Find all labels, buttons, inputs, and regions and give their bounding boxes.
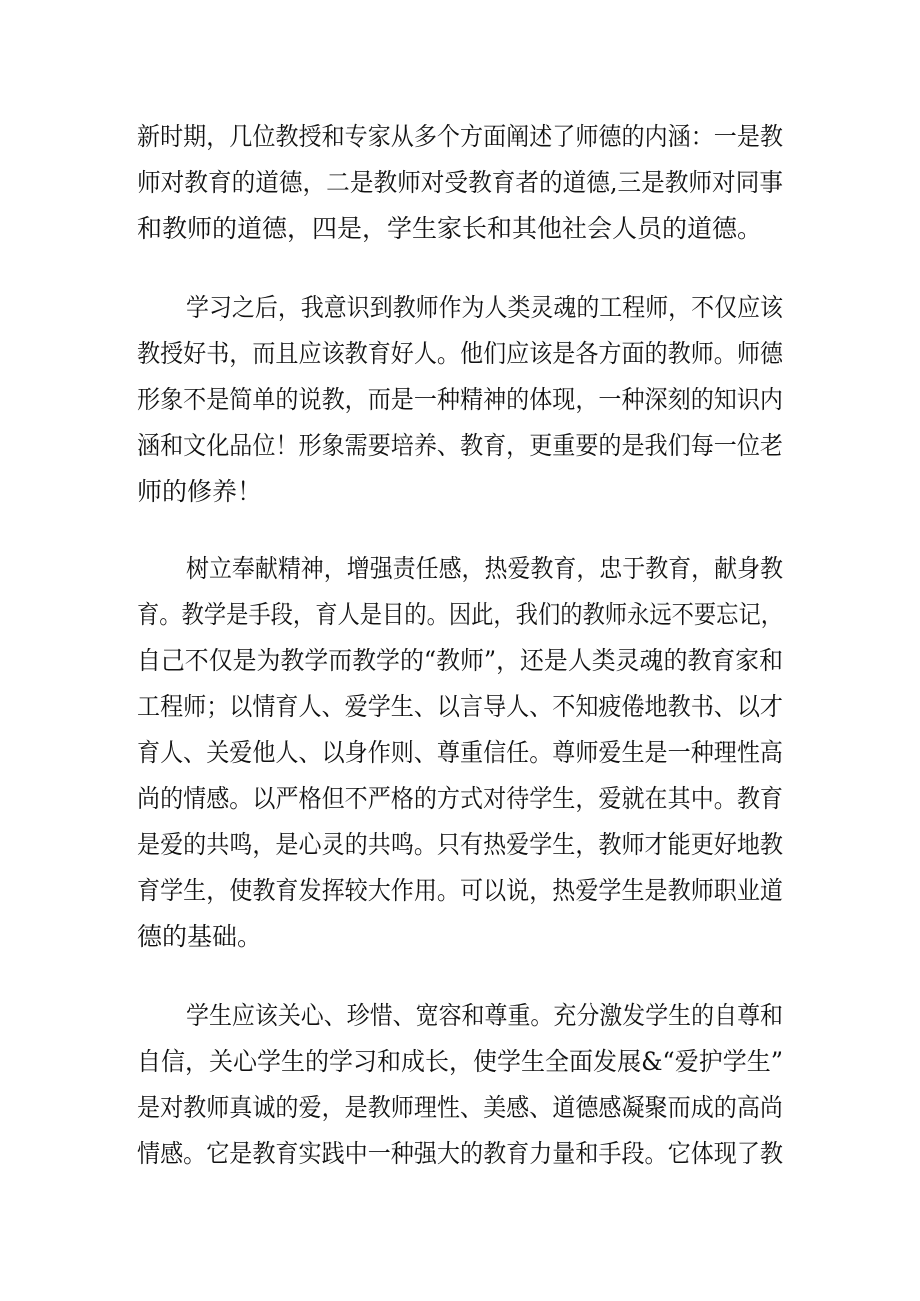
paragraph-3-line-6-text: 尚的情感。以严格但不严格的方式对待学生，爱就在其中。教育 xyxy=(137,784,783,813)
paragraph-2-line-2-text: 教授好书，而且应该教育好人。他们应该是各方面的教师。师德 xyxy=(137,339,783,368)
paragraph-3-line-3 xyxy=(0,638,920,684)
paragraph-4-line-2 xyxy=(0,1039,920,1085)
paragraph-4-line-3-text: 是对教师真诚的爱，是教师理性、美感、道德感凝聚而成的高尚 xyxy=(137,1093,783,1122)
paragraph-3-line-9 xyxy=(0,914,920,960)
paragraph-2-line-5 xyxy=(0,469,920,515)
paragraph-2-line-3 xyxy=(0,377,920,423)
paragraph-3-line-8-text: 育学生，使教育发挥较大作用。可以说，热爱学生是教师职业道 xyxy=(137,876,783,905)
paragraph-4-line-3 xyxy=(0,1085,920,1131)
paragraph-3-line-2 xyxy=(0,592,920,638)
paragraph-3-line-8 xyxy=(0,868,920,914)
paragraph-3-line-4 xyxy=(0,684,920,730)
paragraph-2-line-4 xyxy=(0,423,920,469)
paragraph-3-line-2-text: 育。教学是手段，育人是目的。因此，我们的教师永远不要忘记， xyxy=(137,600,783,629)
paragraph-3-line-1 xyxy=(0,546,920,592)
paragraph-1-line-2-text: 师对教育的道德，二是教师对受教育者的道德,三是教师对同事 xyxy=(137,168,783,197)
paragraph-4-line-4 xyxy=(0,1131,920,1177)
paragraph-1-line-3-text: 和教师的道德，四是，学生家长和其他社会人员的道德。 xyxy=(137,214,763,243)
paragraph-3-line-7 xyxy=(0,822,920,868)
paragraph-3-line-1-text: 树立奉献精神，增强责任感，热爱教育，忠于教育，献身教 xyxy=(186,554,783,583)
paragraph-2-line-3-text: 形象不是简单的说教，而是一种精神的体现，一种深刻的知识内 xyxy=(137,385,783,414)
paragraph-1-line-3 xyxy=(0,206,920,252)
paragraph-2-line-1 xyxy=(0,285,920,331)
paragraph-2-line-1-text: 学习之后，我意识到教师作为人类灵魂的工程师，不仅应该 xyxy=(186,293,783,322)
paragraph-3-line-9-text: 德的基础。 xyxy=(137,922,263,951)
paragraph-2-line-2 xyxy=(0,331,920,377)
paragraph-3-line-7-text: 是爱的共鸣，是心灵的共鸣。只有热爱学生，教师才能更好地教 xyxy=(137,830,783,859)
paragraph-4-line-2-text: 自信，关心学生的学习和成长，使学生全面发展&“爱护学生” xyxy=(137,1047,783,1076)
paragraph-4-line-4-text: 情感。它是教育实践中一种强大的教育力量和手段。它体现了教 xyxy=(137,1139,783,1168)
paragraph-2-line-4-text: 涵和文化品位！形象需要培养、教育，更重要的是我们每一位老 xyxy=(137,431,783,460)
paragraph-1-line-1-text: 新时期，几位教授和专家从多个方面阐述了师德的内涵：一是教 xyxy=(137,122,783,151)
paragraph-3-line-6 xyxy=(0,776,920,822)
paragraph-2-line-5-text: 师的修养！ xyxy=(137,477,263,506)
paragraph-3-line-4-text: 工程师；以情育人、爱学生、以言导人、不知疲倦地教书、以才 xyxy=(137,692,783,721)
paragraph-4-line-1 xyxy=(0,993,920,1039)
paragraph-1-line-2 xyxy=(0,160,920,206)
paragraph-1-line-1 xyxy=(0,114,920,160)
paragraph-3-line-5 xyxy=(0,730,920,776)
paragraph-3-line-3-text: 自己不仅是为教学而教学的“教师”，还是人类灵魂的教育家和 xyxy=(137,646,783,675)
paragraph-3-line-5-text: 育人、关爱他人、以身作则、尊重信任。尊师爱生是一种理性高 xyxy=(137,738,783,767)
paragraph-4-line-1-text: 学生应该关心、珍惜、宽容和尊重。充分激发学生的自尊和 xyxy=(186,1001,783,1030)
